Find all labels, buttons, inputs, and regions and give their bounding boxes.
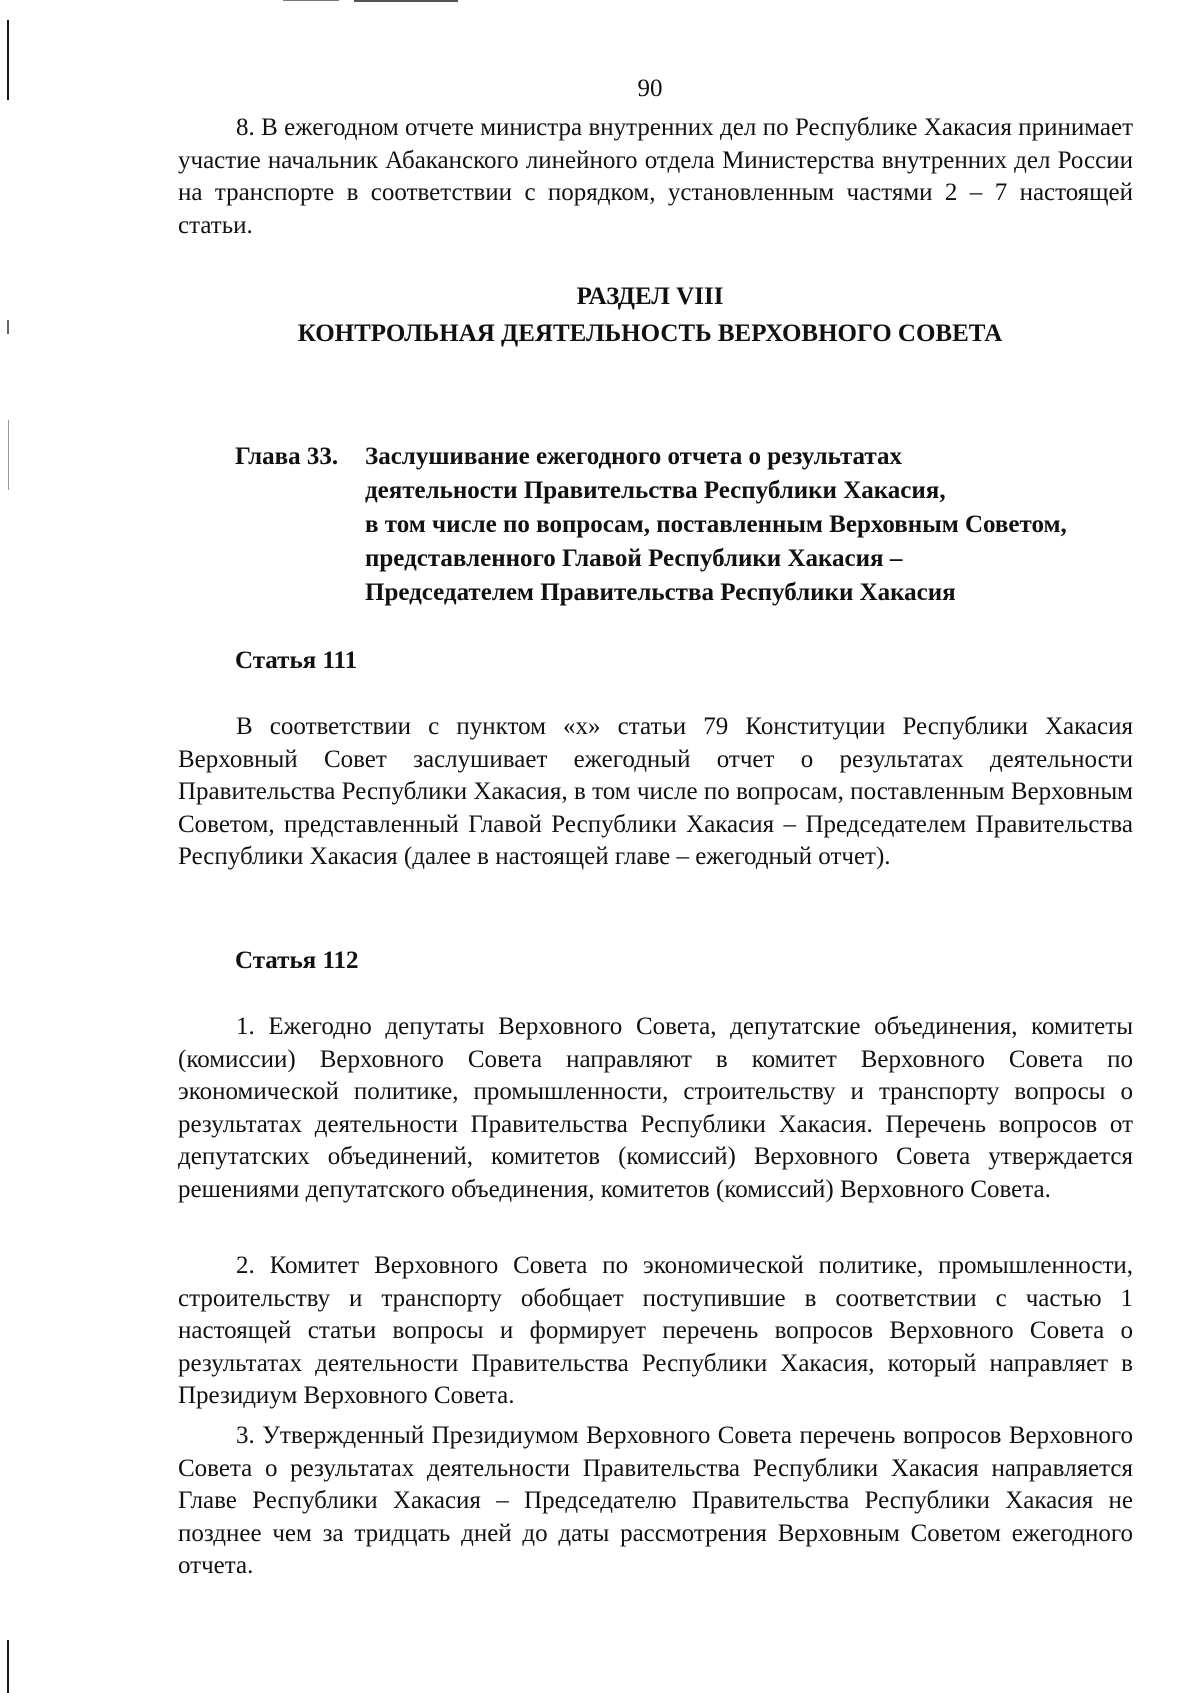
scan-artifact bbox=[283, 0, 339, 1]
section-title: КОНТРОЛЬНАЯ ДЕЯТЕЛЬНОСТЬ ВЕРХОВНОГО СОВЕТА bbox=[297, 320, 1003, 347]
scan-artifact bbox=[354, 0, 458, 2]
section-number: РАЗДЕЛ VIII bbox=[576, 283, 724, 310]
article-paragraph: 3. Утвержденный Президиумом Верховного Совета перечень вопросов Верховного Совета о результатах деятельности Правительства Республики Хакасия направляется Главе Республики Хакасия – Председателю Правительства Республики Хакасия не позднее чем за тридцать дней до даты рассмотрения Верховным Советом ежегодного отчета. bbox=[178, 1422, 1133, 1579]
paragraph-item-8: 8. В ежегодном отчете министра внутренних дел по Республике Хакасия принимает участие начальник Абаканского линейного отдела Министерства внутренних дел России на транспорте в соответствии с порядком, установленным частями 2 – 7 настоящей статьи. bbox=[178, 114, 1133, 239]
scan-artifact bbox=[7, 1640, 9, 1693]
chapter-title-line: представленного Главой Республики Хакасия – bbox=[365, 545, 903, 572]
scan-artifact bbox=[8, 420, 9, 490]
page-number: 90 bbox=[637, 75, 663, 102]
article-paragraph: 1. Ежегодно депутаты Верховного Совета, депутатские объединения, комитеты (комиссии) Верховного Совета направляют в комитет Верховного Совета по экономической политике, промышленности, строительству и транспорту вопросы о результатах деятельности Правительства Республики Хакасия. Перечень вопросов от депутатских объединений, комитетов (комиссий) Верховного Совета утверждается решениями депутатского объединения, комитетов (комиссий) Верховного Совета. bbox=[178, 1013, 1133, 1203]
chapter-title-line: деятельности Правительства Республики Хакасия, bbox=[365, 477, 946, 504]
article-paragraph: В соответствии с пунктом «х» статьи 79 Конституции Республики Хакасия Верховный Совет заслушивает ежегодный отчет о результатах деятельности Правительства Республики Хакасия, в том числе по вопросам, поставленным Верховным Советом, представленный Главой Республики Хакасия – Председателем Правительства Республики Хакасия (далее в настоящей главе – ежегодный отчет). bbox=[178, 713, 1133, 870]
article-heading: Статья 112 bbox=[235, 947, 359, 974]
article-heading: Статья 111 bbox=[235, 647, 358, 674]
chapter-title-line: в том числе по вопросам, поставленным Верховным Советом, bbox=[365, 511, 1067, 538]
chapter-title-line: Председателем Правительства Республики Хакасия bbox=[365, 579, 956, 606]
chapter-title-line: Заслушивание ежегодного отчета о результатах bbox=[365, 443, 902, 470]
article-paragraph: 2. Комитет Верховного Совета по экономической политике, промышленности, строительству и транспорту обобщает поступившие в соответствии с частью 1 настоящей статьи вопросы и формирует перечень вопросов Верховного Совета о результатах деятельности Правительства Республики Хакасия, который направляет в Президиум Верховного Совета. bbox=[178, 1252, 1133, 1409]
chapter-label: Глава 33. bbox=[235, 443, 339, 470]
chapter-title bbox=[365, 440, 1155, 610]
